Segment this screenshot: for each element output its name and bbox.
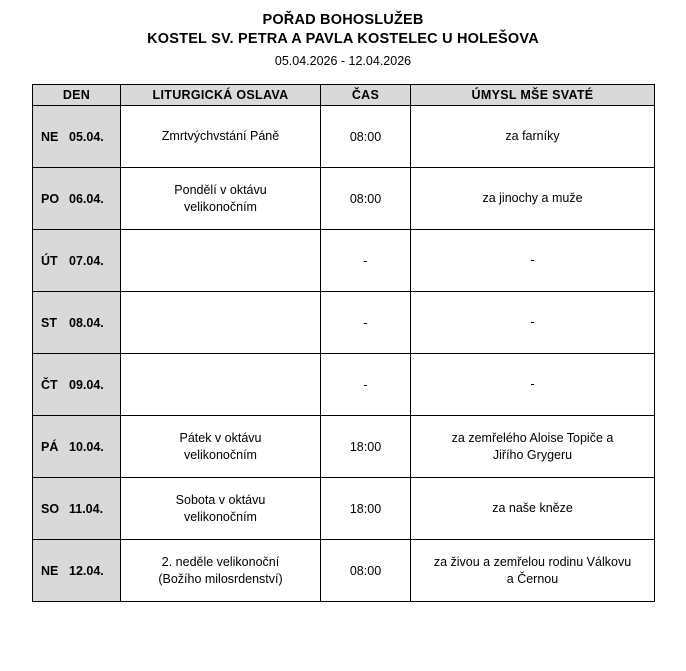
table-body [33, 106, 655, 602]
cell-feast: Zmrtvýchvstání Páně [121, 106, 321, 168]
cell-day [33, 540, 121, 602]
cell-feast: 2. neděle velikonoční (Božího milosrdenství) [121, 540, 321, 602]
table-row [33, 416, 655, 478]
cell-time: 08:00 [321, 168, 411, 230]
cell-intention: - [411, 292, 655, 354]
day-date: 06.04. [69, 191, 104, 206]
date-range: 05.04.2026 - 12.04.2026 [274, 54, 412, 68]
cell-time: 18:00 [321, 416, 411, 478]
cell-feast: Pátek v oktávu velikonočním [121, 416, 321, 478]
cell-day [33, 354, 121, 416]
cell-intention: za naše kněze [411, 478, 655, 540]
cell-intention: - [411, 354, 655, 416]
day-of-week: ST [41, 315, 57, 330]
day-of-week: ČT [41, 377, 58, 392]
column-header-liturgical-celebration: LITURGICKÁ OSLAVA [121, 85, 321, 106]
cell-day [33, 416, 121, 478]
cell-time: 18:00 [321, 478, 411, 540]
cell-day [33, 292, 121, 354]
column-header-day: DEN [33, 85, 121, 106]
table-header [33, 85, 655, 106]
cell-feast [121, 354, 321, 416]
cell-feast: Pondělí v oktávu velikonočním [121, 168, 321, 230]
schedule-table-wrapper [0, 71, 686, 602]
day-date: 08.04. [69, 315, 104, 330]
day-date: 05.04. [69, 129, 104, 144]
day-of-week: NE [41, 129, 59, 144]
page-subtitle: KOSTEL SV. PETRA A PAVLA KOSTELEC U HOLEŠOVA [147, 31, 539, 47]
day-date: 09.04. [69, 377, 104, 392]
schedule-table [32, 84, 655, 602]
cell-intention: za jinochy a muže [411, 168, 655, 230]
cell-day [33, 478, 121, 540]
day-of-week: PÁ [41, 439, 59, 454]
day-date: 11.04. [69, 501, 104, 516]
cell-intention: za zemřelého Aloise Topiče a Jiřího Grygeru [411, 416, 655, 478]
day-date: 10.04. [69, 439, 104, 454]
cell-time: - [321, 354, 411, 416]
cell-day [33, 168, 121, 230]
cell-feast: Sobota v oktávu velikonočním [121, 478, 321, 540]
cell-time: - [321, 230, 411, 292]
table-row [33, 106, 655, 168]
table-header-row [33, 85, 655, 106]
column-header-time: ČAS [321, 85, 411, 106]
table-row [33, 230, 655, 292]
cell-intention: - [411, 230, 655, 292]
cell-intention: za živou a zemřelou rodinu Válkovu a Černou [411, 540, 655, 602]
column-header-mass-intention: ÚMYSL MŠE SVATÉ [411, 85, 655, 106]
cell-day [33, 106, 121, 168]
cell-time: 08:00 [321, 106, 411, 168]
table-row [33, 478, 655, 540]
cell-intention: za farníky [411, 106, 655, 168]
table-row [33, 168, 655, 230]
day-date: 07.04. [69, 253, 104, 268]
page-title: POŘAD BOHOSLUŽEB [262, 12, 424, 28]
cell-time: - [321, 292, 411, 354]
table-row [33, 354, 655, 416]
table-row [33, 292, 655, 354]
day-of-week: SO [41, 501, 60, 516]
cell-day [33, 230, 121, 292]
cell-time: 08:00 [321, 540, 411, 602]
cell-feast [121, 230, 321, 292]
day-of-week: NE [41, 563, 59, 578]
day-of-week: ÚT [41, 253, 58, 268]
cell-feast [121, 292, 321, 354]
table-row [33, 540, 655, 602]
document-header [0, 0, 686, 71]
day-date: 12.04. [69, 563, 104, 578]
day-of-week: PO [41, 191, 60, 206]
